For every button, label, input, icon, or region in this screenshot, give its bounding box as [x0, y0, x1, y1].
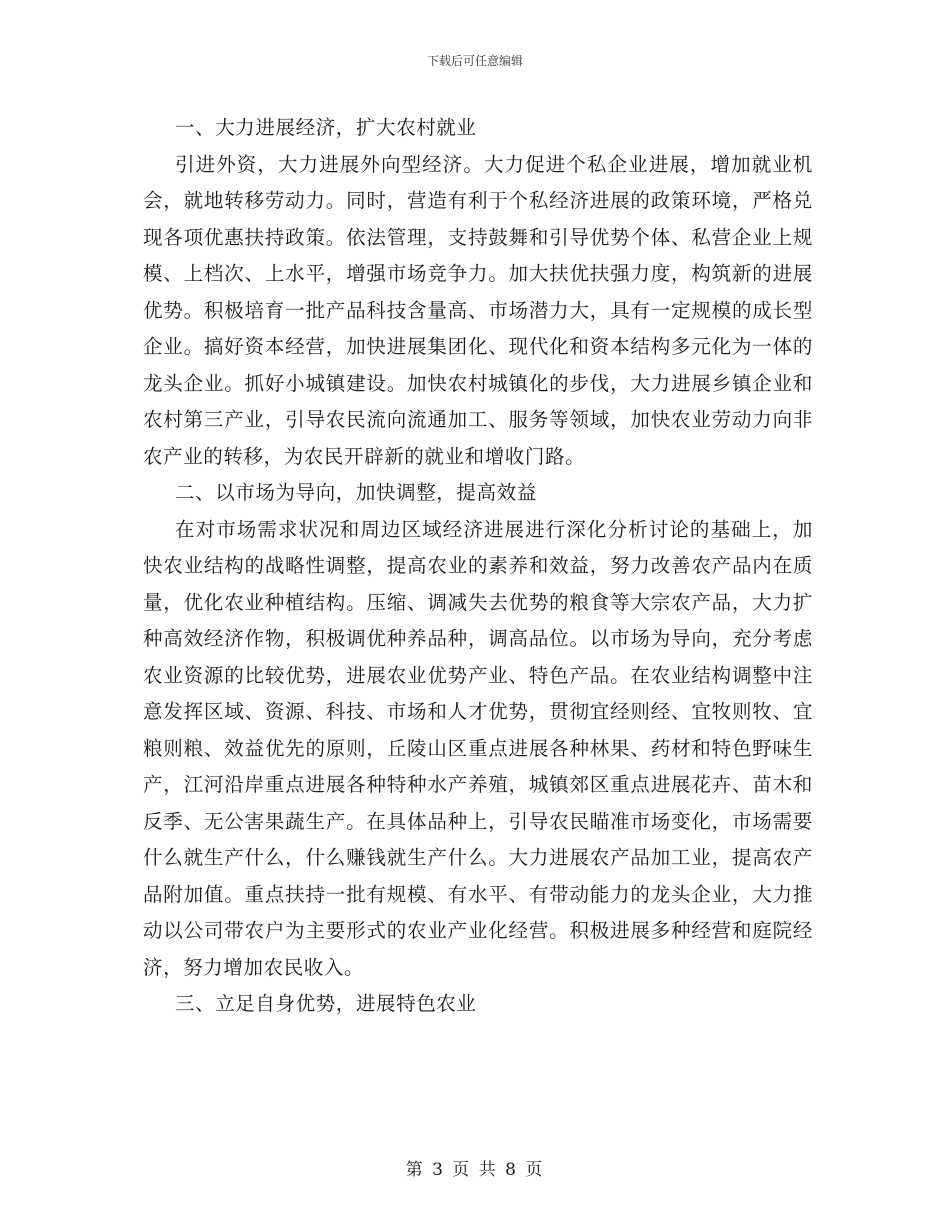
section-heading-2: 二、以市场为导向，加快调整，提高效益 [175, 481, 537, 504]
page-footer: 第 3 页 共 8 页 [405, 1160, 545, 1180]
page-header: 下载后可任意编辑 [426, 54, 523, 68]
section-heading-1: 一、大力进展经济，扩大农村就业 [175, 116, 477, 139]
section-heading-3: 三、立足自身优势，进展特色农业 [175, 992, 477, 1015]
section-paragraph-2: 在对市场需求状况和周边区域经济进展进行深化分析讨论的基础上，加快农业结构的战略性调整，提高农业的素养和效益，努力改善农产品内在质量，优化农业种植结构。压缩、调减失去优势的粮食等大宗农产品，大力扩种高效经济作物，积极调优种养品种，调高品位。以市场为导向，充分考虑农业资源的比较优势，进展农业优势产业、特色产品。在农业结构调整中注意发挥区域、资源、科技、市场和人才优势，贯彻宜经则经、宜牧则牧、宜粮则粮、效益优先的原则，丘陵山区重点进展各种林果、药材和特色野味生产，江河沿岸重点进展各种特种水产养殖，城镇郊区重点进展花卉、苗木和反季、无公害果蔬生产。在具体品种上，引导农民瞄准市场变化，市场需要什么就生产什么，什么赚钱就生产什么。大力进展农产品加工业，提高农产品附加值。重点扶持一批有规模、有水平、有带动能力的龙头企业，大力推动以公司带农户为主要形式的农业产业化经营。积极进展多种经营和庭院经济，努力增加农民收入。 [143, 517, 813, 979]
section-paragraph-1: 引进外资，大力进展外向型经济。大力促进个私企业进展，增加就业机会，就地转移劳动力。同时，营造有利于个私经济进展的政策环境，严格兑现各项优惠扶持政策。依法管理，支持鼓舞和引导优势个体、私营企业上规模、上档次、上水平，增强市场竞争力。加大扶优扶强力度，构筑新的进展优势。积极培育一批产品科技含量高、市场潜力大，具有一定规模的成长型企业。搞好资本经营，加快进展集团化、现代化和资本结构多元化为一体的龙头企业。抓好小城镇建设。加快农村城镇化的步伐，大力进展乡镇企业和农村第三产业，引导农民流向流通加工、服务等领域，加快农业劳动力向非农产业的转移，为农民开辟新的就业和增收门路。 [143, 152, 813, 468]
document-body [143, 110, 813, 1023]
